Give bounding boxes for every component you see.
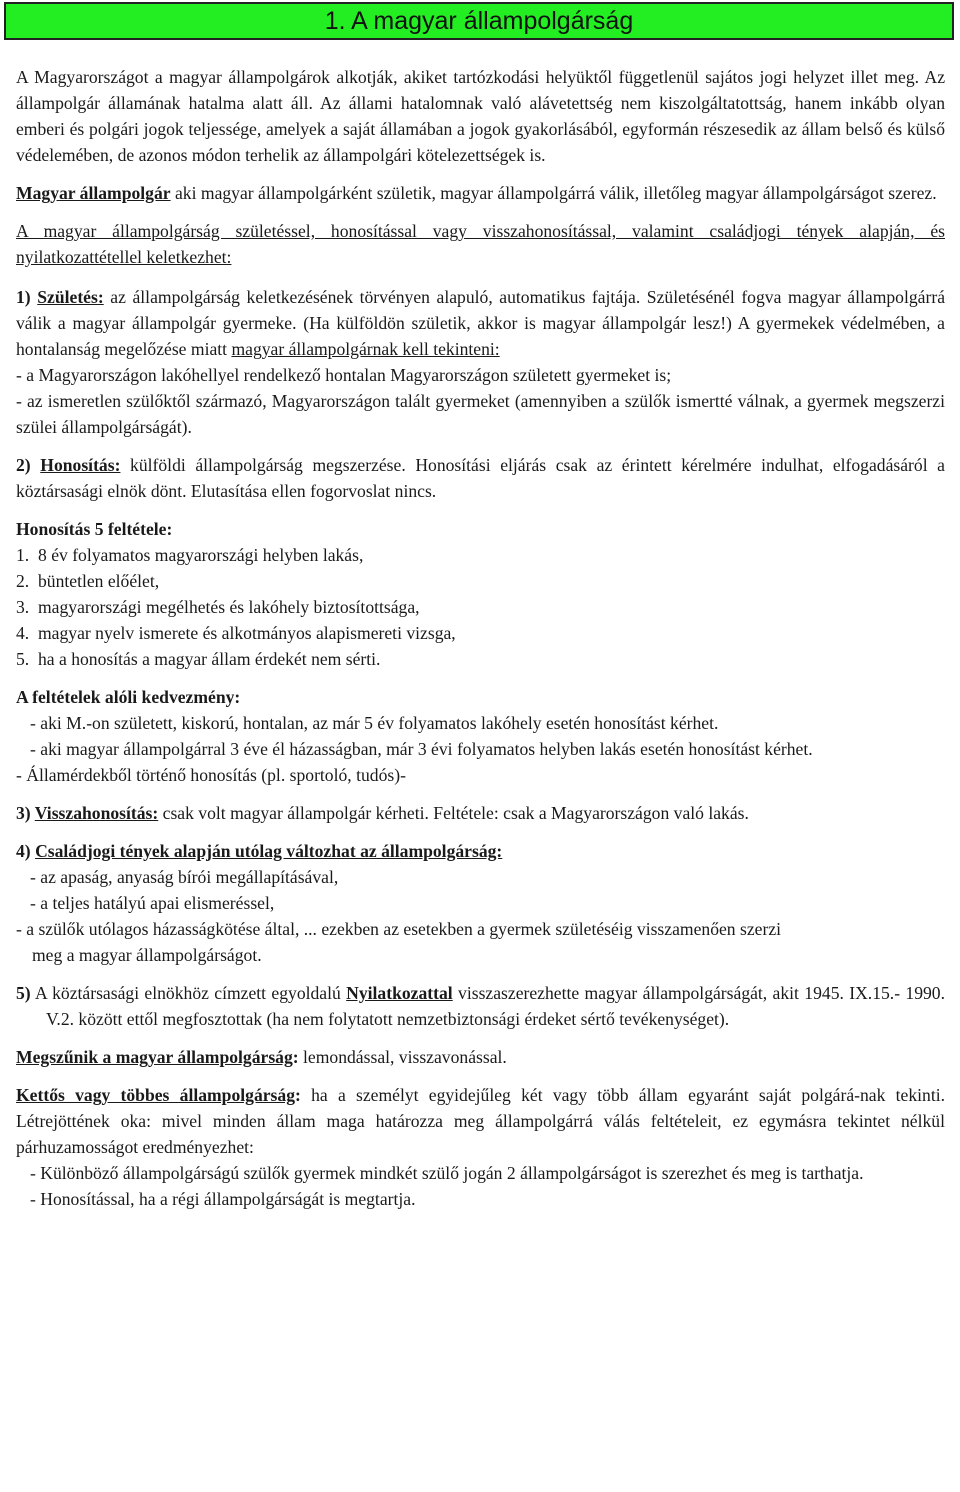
birth-item-2: - az ismeretlen szülőktől származó, Magyarországon talált gyermeket (amennyiben a szülők ismertté válnak, a gyermek megszerzi szülei állampolgárságát). (16, 391, 945, 437)
document-body (16, 64, 945, 1212)
family-law-term: Családjogi tények alapján utólag változhat az állampolgárság: (35, 841, 503, 861)
family-law-item: - a szülők utólagos házasságkötése által, ... ezekben az esetekben a gyermek születéséig visszamenően szerzi (16, 919, 782, 939)
intro-paragraph: A Magyarországot a magyar állampolgárok alkotják, akiket tartózkodási helyüktől függetlenül sajátos jogi helyzet illet meg. Az állampolgár államának hatalma alatt áll. Az állami hatalomnak való alávetettség nem kiszolgáltatottság, hanem inkább olyan emberi és polgári jogok teljessége, amelyek a saját államában a jogok gyakorlásából, egyformán részesedik az állam belső és külső védelemében, de azonos módon terhelik az állampolgári kötelezettségek is. (16, 67, 945, 165)
condition-item: 4. magyar nyelv ismerete és alkotmányos alapismereti vizsga, (16, 623, 456, 643)
birth-number: 1) (16, 287, 38, 307)
family-law-item: meg a magyar állampolgárságot. (32, 945, 262, 965)
definition-text: aki magyar állampolgárként születik, magyar állampolgárrá válik, illetőleg magyar állampolgárságot szerez. (170, 183, 937, 203)
declaration-term: Nyilatkozattal (346, 983, 453, 1003)
birth-paragraph (16, 284, 945, 362)
renaturalization-number: 3) (16, 803, 35, 823)
definition-paragraph (16, 180, 945, 206)
page-title: 1. A magyar állampolgárság (324, 6, 634, 35)
dual-text: ha a személyt egyidejűleg két vagy több állam egyaránt saját polgárá-nak tekinti. Létrejöttének oka: mivel minden állam maga határozza meg állampolgárrá válás feltételeit, ez egymásra tekintet nélkül párhuzamosságot eredményezhet: (16, 1085, 946, 1157)
termination-term: Megszűnik a magyar állampolgárság (16, 1047, 293, 1067)
family-law-paragraph (16, 838, 945, 864)
renaturalization-text: csak volt magyar állampolgár kérheti. Feltétele: csak a Magyarországon való lakás. (158, 803, 749, 823)
definition-term: Magyar állampolgár (16, 183, 171, 203)
exemptions-heading: A feltételek alóli kedvezmény: (16, 687, 241, 707)
condition-item: 1. 8 év folyamatos magyarországi helyben lakás, (16, 545, 364, 565)
renaturalization-term: Visszahonosítás: (34, 803, 159, 823)
termination-colon: : (292, 1047, 299, 1067)
declaration-text-2: visszaszerezhette magyar állampolgárságát, akit 1945. IX.15.- 1990. V.2. között ettől megfosztottak (ha nem folytatott nemzetbiztonsági érdeket sértő tevékenységet). (46, 983, 945, 1029)
dual-item: - Honosítással, ha a régi állampolgárságát is megtartja. (30, 1189, 416, 1209)
dual-colon: : (295, 1085, 301, 1105)
naturalization-text: külföldi állampolgárság megszerzése. Honosítási eljárás csak az érintett kérelmére indulhat, elfogadásáról a köztársasági elnök dönt. Elutasítása ellen fogorvoslat nincs. (16, 455, 945, 501)
birth-item-1: - a Magyarországon lakóhellyel rendelkező hontalan Magyarországon született gyermeket is; (16, 365, 672, 385)
dual-term: Kettős vagy többes állampolgárság (16, 1085, 295, 1105)
condition-item: 2. büntetlen előélet, (16, 571, 160, 591)
exemption-item: - aki M.-on született, kiskorú, hontalan, az már 5 év folyamatos lakóhely esetén honosítást kérhet. (30, 713, 719, 733)
declaration-number: 5) (16, 983, 31, 1003)
declaration-text-1: A köztársasági elnökhöz címzett egyoldalú (30, 983, 347, 1003)
birth-text: az állampolgárság keletkezésének törvényen alapuló, automatikus fajtája. Születésénél fogva magyar állampolgárrá válik a magyar állampolgár gyermeke. (Ha külföldön születik, akkor is magyar állampolgár lesz!) A gyermekek védelmében, a hontalanság megelőzése miatt (16, 287, 945, 359)
conditions-heading: Honosítás 5 feltétele: (16, 519, 173, 539)
dual-paragraph (16, 1082, 945, 1160)
family-law-item: - az apaság, anyaság bírói megállapításával, (30, 867, 339, 887)
declaration-paragraph (16, 980, 945, 1032)
birth-term-2: magyar állampolgárnak kell tekinteni: (231, 339, 500, 359)
renaturalization-paragraph (16, 800, 945, 826)
naturalization-number: 2) (16, 455, 41, 475)
family-law-number: 4) (16, 841, 36, 861)
termination-text: lemondással, visszavonással. (298, 1047, 507, 1067)
title-bar (4, 2, 954, 40)
exemption-item: - Államérdekből történő honosítás (pl. sportoló, tudós)- (16, 765, 406, 785)
dual-item: - Különböző állampolgárságú szülők gyermek mindkét szülő jogán 2 állampolgárságot is szerezhet és meg is tarthatja. (30, 1163, 864, 1183)
termination-paragraph (16, 1044, 945, 1070)
origin-paragraph: A magyar állampolgárság születéssel, honosítással vagy visszahonosítással, valamint családjogi tények alapján, és nyilatkozattétellel keletkezhet: (16, 221, 945, 267)
naturalization-term: Honosítás: (40, 455, 121, 475)
family-law-item: - a teljes hatályú apai elismeréssel, (30, 893, 275, 913)
birth-term: Születés: (37, 287, 104, 307)
exemption-item: - aki magyar állampolgárral 3 éve él házasságban, már 3 évi folyamatos helyben lakás esetén honosítást kérhet. (30, 739, 813, 759)
condition-item: 3. magyarországi megélhetés és lakóhely biztosítottsága, (16, 597, 420, 617)
condition-item: 5. ha a honosítás a magyar állam érdekét nem sérti. (16, 649, 381, 669)
naturalization-paragraph (16, 452, 945, 504)
